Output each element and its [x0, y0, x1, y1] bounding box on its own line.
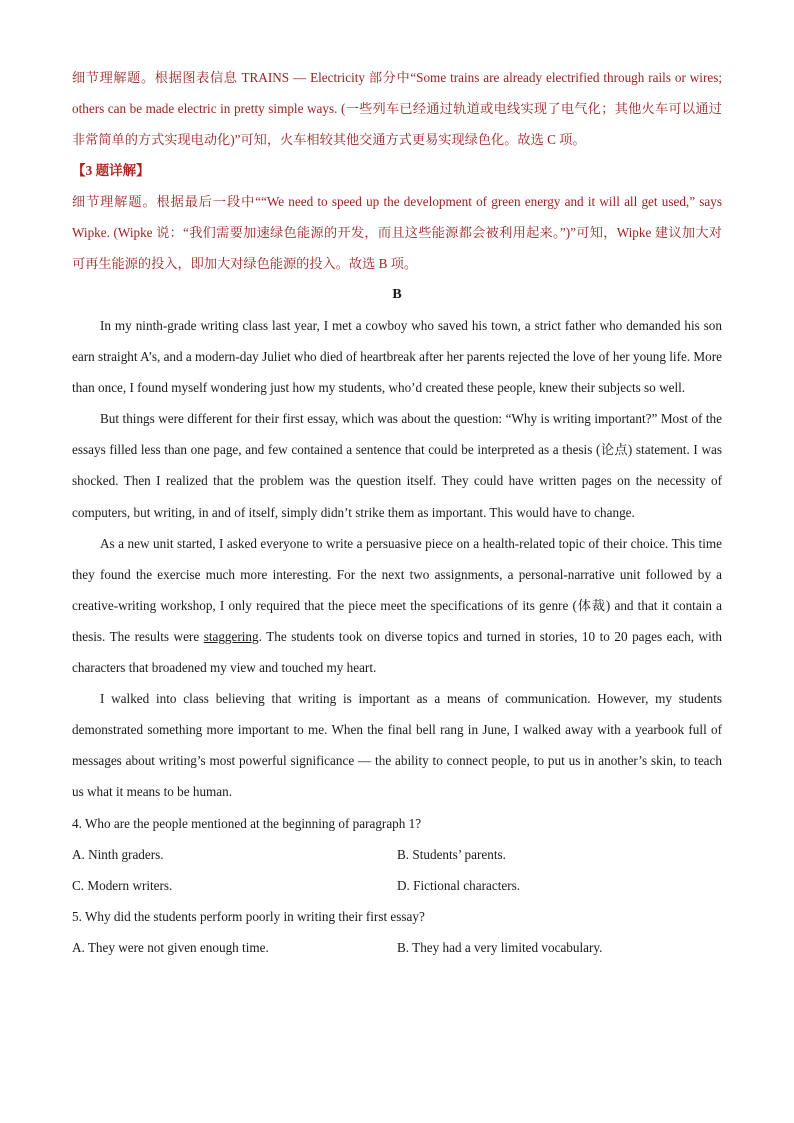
passage-paragraph-3 — [72, 528, 722, 683]
question-4-options-row-2 — [72, 870, 722, 901]
question-4-options-row-1 — [72, 839, 722, 870]
option-c: C. Modern writers. — [72, 877, 173, 893]
passage-paragraph-4: I walked into class believing that writing is important as a means of communication. However, my students demonstrated something more important to me. When the final bell rang in June, I walked away with a yearbook full of messages about writing’s most powerful significance — the ability to connect people, to put us in another’s skin, to teach us what it means to be human. — [72, 691, 722, 800]
passage-paragraph-2: But things were different for their first essay, which was about the question: “Why is writing important?” Most of the essays filled less than one page, and few contained a sentence that could be interpreted as a thesis (论点) statement. I was shocked. Then I realized that the problem was the question itself. They could have written pages on the necessity of computers, but writing, in and of itself, simply didn’t strike them as important. This would have to change. — [72, 411, 722, 520]
option-a: A. Ninth graders. — [72, 846, 164, 862]
p3-text-after: . The students took on diverse topics and turned in stories, 10 to 20 pages each, with characters that broadened my view and touched my heart. — [72, 628, 722, 676]
section-title: B — [392, 287, 402, 302]
q2-explanation: 细节理解题。根据图表信息 TRAINS — Electricity 部分中“Some trains are already electrified through rails or wires; others can be made electric in pretty simple ways. (一些列车已经通过轨道或电线实现了电气化；其他火车可以通过非常简单的方式实现电动化)”可知，火车相较其他交通方式更易实现绿色化。故选 C 项。 — [72, 70, 722, 147]
q3-explanation: 细节理解题。根据最后一段中““We need to speed up the development of green energy and it will all get used,” says Wipke. (Wipke 说：“我们需要加速绿色能源的开发，而且这些能源都会被利用起来。”)”可知，Wipke 建议加大对可再生能源的投入，即加大对绿色能源的投入。故选 B 项。 — [72, 194, 722, 271]
underlined-word: staggering — [203, 628, 259, 644]
option-b: B. Students’ parents. — [397, 846, 506, 862]
option-b: B. They had a very limited vocabulary. — [397, 939, 603, 955]
question-5-stem: 5. Why did the students perform poorly in writing their first essay? — [72, 908, 425, 924]
option-a: A. They were not given enough time. — [72, 939, 269, 955]
option-d: D. Fictional characters. — [397, 877, 521, 893]
question-4-stem: 4. Who are the people mentioned at the beginning of paragraph 1? — [72, 815, 422, 831]
q3-heading: 【3 题详解】 — [72, 163, 150, 178]
p3-text-before: As a new unit started, I asked everyone to write a persuasive piece on a health-related topic of their choice. This time they found the exercise much more interesting. For the next two assignments, a personal-narrative unit followed by a creative-writing workshop, I only required that the piece meet the specifications of its genre (体裁) and that it contain a thesis. The results were — [72, 535, 722, 644]
passage-paragraph-1: In my ninth-grade writing class last year, I met a cowboy who saved his town, a strict father who demanded his son earn straight A’s, and a modern-day Juliet who died of heartbreak after her parents rejected the love of her young life. More than once, I found myself wondering just how my students, who’d created these people, knew their subjects so well. — [72, 318, 722, 396]
question-5-options-row-1 — [72, 932, 722, 963]
document-page — [72, 62, 722, 963]
